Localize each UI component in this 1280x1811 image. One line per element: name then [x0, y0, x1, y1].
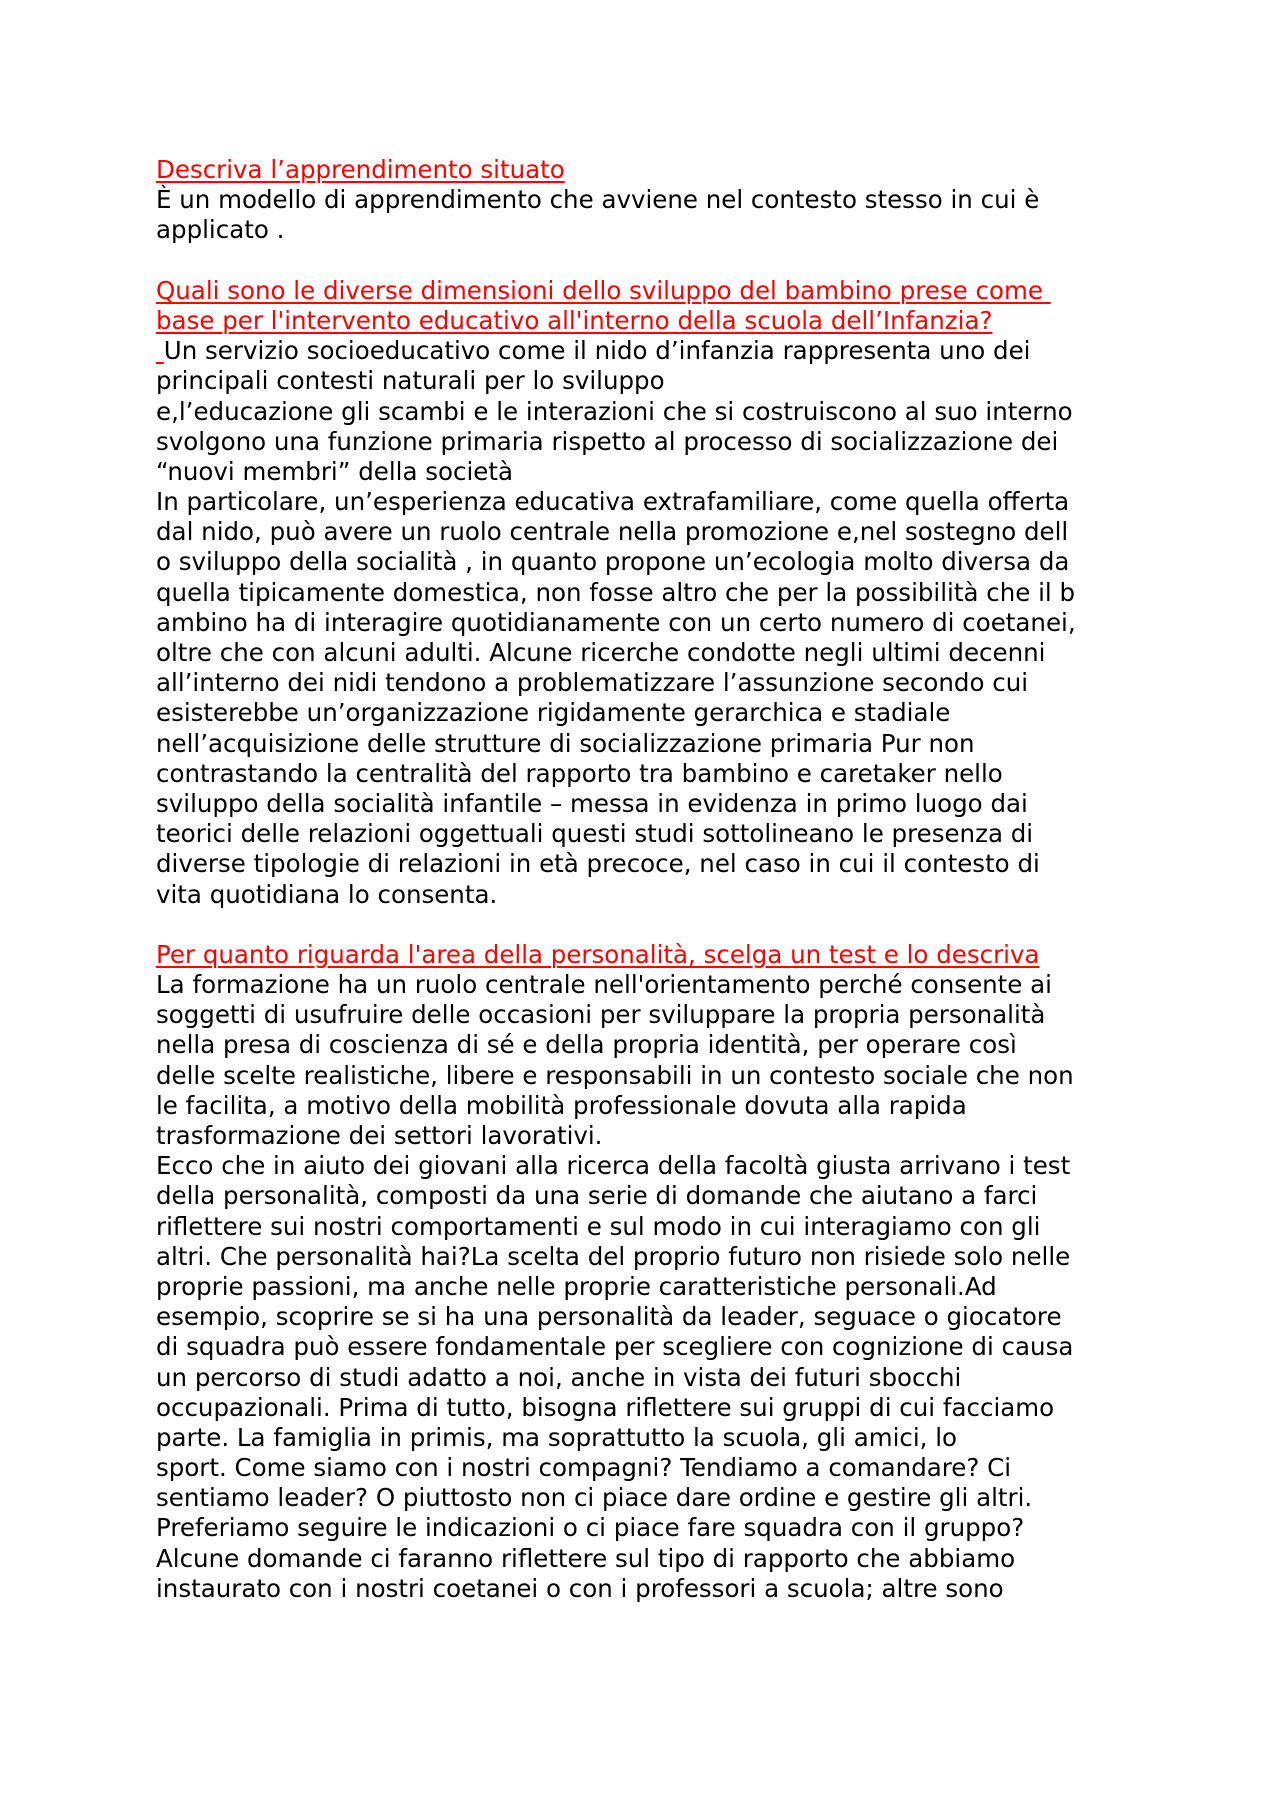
- underlined-space: [156, 336, 164, 365]
- answer-line: teorici delle relazioni oggettuali questi studi sottolineano le presenza di: [156, 819, 1034, 849]
- answer-line: ambino ha di interagire quotidianamente con un certo numero di coetanei,: [156, 607, 1076, 637]
- answer-line: nella presa di coscienza di sé e della propria identità, per operare così: [156, 1030, 1017, 1060]
- answer-line: di squadra può essere fondamentale per scegliere con cognizione di causa: [156, 1332, 1074, 1362]
- answer-line: sport. Come siamo con i nostri compagni? Tendiamo a comandare? Ci: [156, 1453, 1012, 1483]
- answer-line: della personalità, composti da una serie di domande che aiutano a farci: [156, 1181, 1038, 1211]
- answer-line: La formazione ha un ruolo centrale nell'orientamento perché consente ai: [156, 970, 1052, 1000]
- answer-text: Un servizio socioeducativo come il nido d’infanzia rappresenta uno dei: [163, 336, 1031, 366]
- paragraph-gap: [156, 910, 1136, 940]
- answer-line: applicato .: [156, 215, 285, 245]
- answer-line: oltre che con alcuni adulti. Alcune ricerche condotte negli ultimi decenni: [156, 638, 1046, 667]
- answer-line: altri. Che personalità hai?La scelta del proprio futuro non risiede solo nelle: [156, 1241, 1071, 1271]
- answer-line: instaurato con i nostri coetanei o con i professori a scuola; altre sono: [156, 1573, 1004, 1603]
- answer-line: trasformazione dei settori lavorativi.: [156, 1121, 603, 1150]
- answer-line: vita quotidiana lo consenta.: [156, 879, 498, 909]
- answer-line: proprie passioni, ma anche nelle proprie caratteristiche personali.Ad: [156, 1271, 997, 1301]
- answer-line: contrastando la centralità del rapporto tra bambino e caretaker nello: [156, 758, 1003, 788]
- answer-line: Preferiamo seguire le indicazioni o ci piace fare squadra con il gruppo?: [156, 1513, 1025, 1543]
- section-personality-test: [156, 940, 1136, 1604]
- answer-line: le facilita, a motivo della mobilità professionale dovuta alla rapida: [156, 1090, 967, 1120]
- answer-line: delle scelte realistiche, libere e responsabili in un contesto sociale che non: [156, 1060, 1074, 1090]
- answer-line: È un modello di apprendimento che avviene nel contesto stesso in cui è: [156, 185, 1040, 215]
- answer-line: all’interno dei nidi tendono a problematizzare l’assunzione secondo cui: [156, 668, 1029, 698]
- answer-line: Alcune domande ci faranno riflettere sul tipo di rapporto che abbiamo: [156, 1543, 1016, 1573]
- question-heading: Per quanto riguarda l'area della personalità, scelga un test e lo descriva: [156, 939, 1040, 969]
- question-heading: Quali sono le diverse dimensioni dello sviluppo del bambino prese come: [156, 275, 1051, 305]
- answer-line: In particolare, un’esperienza educativa extrafamiliare, come quella offerta: [156, 487, 1070, 517]
- answer-line: un percorso di studi adatto a noi, anche in vista dei futuri sbocchi: [156, 1362, 962, 1392]
- answer-line: nell’acquisizione delle strutture di socializzazione primaria Pur non: [156, 728, 975, 758]
- answer-line: “nuovi membri” della società: [156, 456, 513, 486]
- document-body: [156, 155, 1136, 1604]
- answer-line: principali contesti naturali per lo sviluppo: [156, 366, 665, 396]
- section-situated-learning: [156, 155, 1136, 246]
- answer-line: diverse tipologie di relazioni in età precoce, nel caso in cui il contesto di: [156, 849, 1040, 879]
- answer-line: sviluppo della socialità infantile – messa in evidenza in primo luogo dai: [156, 788, 1028, 818]
- answer-line: svolgono una funzione primaria rispetto al processo di socializzazione dei: [156, 426, 1059, 456]
- answer-line: riflettere sui nostri comportamenti e sul modo in cui interagiamo con gli: [156, 1211, 1041, 1241]
- answer-line: Ecco che in aiuto dei giovani alla ricerca della facoltà giusta arrivano i test: [156, 1151, 1071, 1181]
- answer-line: esempio, scoprire se si ha una personalità da leader, seguace o giocatore: [156, 1302, 1062, 1332]
- answer-line: e,l’educazione gli scambi e le interazioni che si costruiscono al suo interno: [156, 396, 1073, 426]
- answer-line: occupazionali. Prima di tutto, bisogna riflettere sui gruppi di cui facciamo: [156, 1392, 1055, 1422]
- answer-line: parte. La famiglia in primis, ma soprattutto la scuola, gli amici, lo: [156, 1422, 958, 1452]
- section-child-development: [156, 276, 1136, 910]
- answer-line: dal nido, può avere un ruolo centrale nella promozione e,nel sostegno dell: [156, 517, 1069, 547]
- answer-line: [156, 336, 1136, 366]
- paragraph-gap: [156, 246, 1136, 276]
- answer-line: o sviluppo della socialità , in quanto propone un’ecologia molto diversa da: [156, 547, 1070, 577]
- answer-line: soggetti di usufruire delle occasioni per sviluppare la propria personalità: [156, 1000, 1046, 1030]
- question-heading: base per l'intervento educativo all'interno della scuola dell’Infanzia?: [156, 305, 993, 335]
- answer-line: esisterebbe un’organizzazione rigidamente gerarchica e stadiale: [156, 698, 951, 728]
- answer-line: quella tipicamente domestica, non fosse altro che per la possibilità che il b: [156, 577, 1076, 607]
- question-heading: Descriva l’apprendimento situato: [156, 155, 565, 184]
- answer-line: sentiamo leader? O piuttosto non ci piace dare ordine e gestire gli altri.: [156, 1483, 1033, 1513]
